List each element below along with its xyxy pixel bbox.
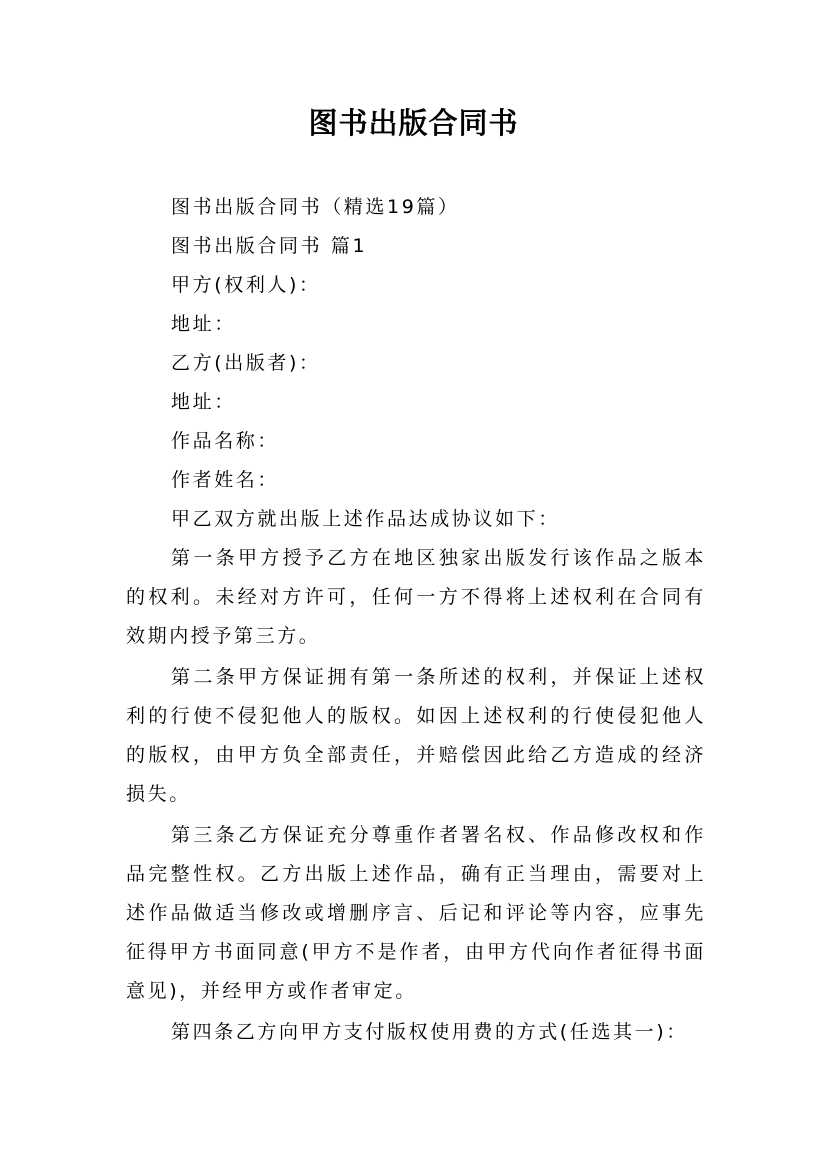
document-title: 图书出版合同书 <box>308 106 519 140</box>
agreement-intro: 甲乙双方就出版上述作品达成协议如下： <box>171 508 560 530</box>
author-name-field: 作者姓名： <box>171 469 280 491</box>
party-b-address-field: 地址： <box>171 391 236 413</box>
document-body <box>126 188 706 1054</box>
party-a-address-field: 地址： <box>171 313 236 335</box>
article-1-paragraph: 第一条甲方授予乙方在地区独家出版发行该作品之版本的权利。未经对方许可，任何一方不得将上述权利在合同有效期内授予第三方。 <box>126 547 706 647</box>
party-b-field: 乙方(出版者)： <box>171 352 321 374</box>
subtitle-line: 图书出版合同书（精选19篇） <box>171 196 460 218</box>
party-a-field: 甲方(权利人)： <box>171 274 321 296</box>
article-3-paragraph: 第三条乙方保证充分尊重作者署名权、作品修改权和作品完整性权。乙方出版上述作品，确有正当理由，需要对上述作品做适当修改或增删序言、后记和评论等内容，应事先征得甲方书面同意(甲方不是作者，由甲方代向作者征得书面意见)，并经甲方或作者审定。 <box>126 824 706 1002</box>
work-title-field: 作品名称： <box>171 430 280 452</box>
article-4-paragraph: 第四条乙方向甲方支付版权使用费的方式(任选其一)： <box>171 1021 688 1043</box>
article-2-paragraph: 第二条甲方保证拥有第一条所述的权利，并保证上述权利的行使不侵犯他人的版权。如因上述权利的行使侵犯他人的版权，由甲方负全部责任，并赔偿因此给乙方造成的经济损失。 <box>126 666 706 805</box>
section-heading: 图书出版合同书 篇1 <box>171 235 368 257</box>
